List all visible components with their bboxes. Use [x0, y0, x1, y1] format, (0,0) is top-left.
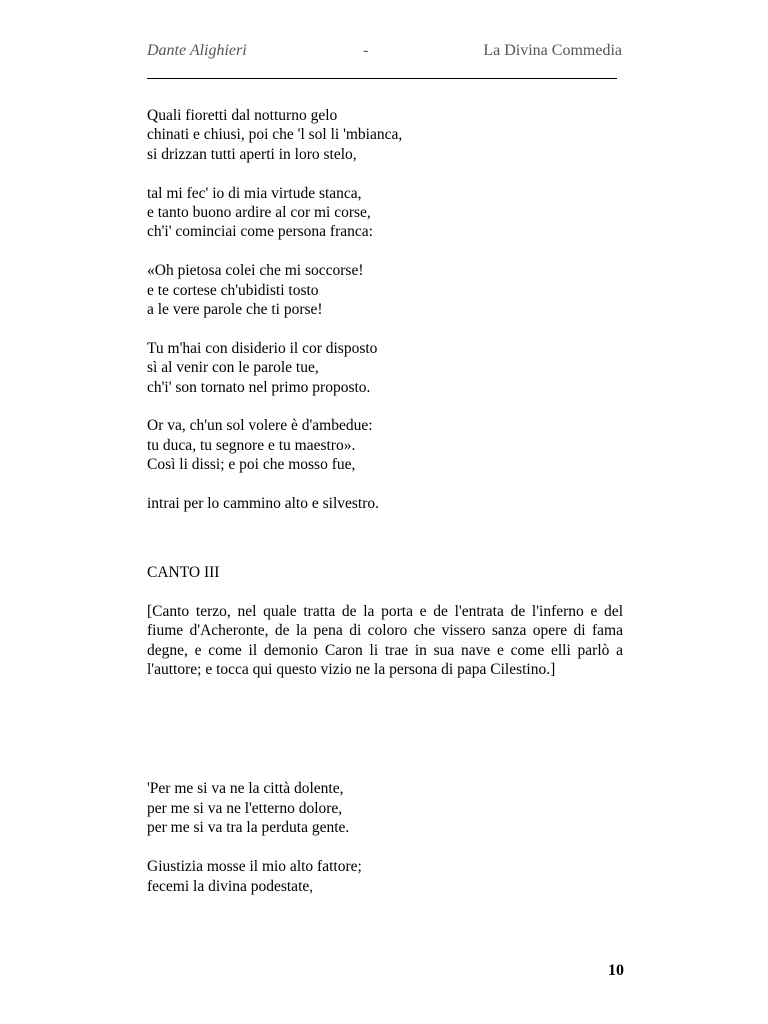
- canto-title: CANTO III: [147, 564, 220, 582]
- stanza: [147, 494, 623, 513]
- spacer: [147, 679, 623, 779]
- canto-rubric: [Canto terzo, nel quale tratta de la porta e de l'entrata de l'inferno e del fiume d'Acheronte, de la pena di coloro che vissero sanza opere di fama degne, e come il demonio Caron li trae in sua nave e come elli parlò a l'auttore; e tocca qui questo vizio ne la persona di papa Cilestino.]: [147, 602, 623, 679]
- verse-line: Così li dissi; e poi che mosso fue,: [147, 456, 356, 474]
- stanza: [147, 261, 623, 319]
- running-header: [147, 42, 622, 64]
- stanza: [147, 184, 623, 242]
- verse-line: ch'i' son tornato nel primo proposto.: [147, 378, 371, 396]
- header-separator: -: [363, 42, 369, 59]
- canto-ii-ending: [147, 106, 623, 513]
- verse-line: e tanto buono ardire al cor mi corse,: [147, 204, 371, 222]
- stanza: [147, 857, 623, 896]
- header-author: Dante Alighieri: [147, 42, 247, 59]
- verse-line: tal mi fec' io di mia virtude stanca,: [147, 184, 362, 202]
- stanza: [147, 779, 623, 837]
- page-content: [147, 106, 623, 915]
- verse-line: «Oh pietosa colei che mi soccorse!: [147, 262, 364, 280]
- verse-line: e te cortese ch'ubidisti tosto: [147, 281, 319, 299]
- verse-line: intrai per lo cammino alto e silvestro.: [147, 495, 380, 513]
- verse-line: per me si va tra la perduta gente.: [147, 819, 350, 837]
- verse-line: Quali fioretti dal notturno gelo: [147, 107, 338, 124]
- page-number: 10: [608, 962, 624, 979]
- verse-line: chinati e chiusi, poi che 'l sol li 'mbianca,: [147, 126, 403, 144]
- verse-line: Giustizia mosse il mio alto fattore;: [147, 858, 362, 876]
- verse-line: per me si va ne l'etterno dolore,: [147, 799, 343, 817]
- verse-line: Tu m'hai con disiderio il cor disposto: [147, 339, 378, 357]
- verse-line: sì al venir con le parole tue,: [147, 359, 319, 377]
- canto-iii-opening: [147, 779, 623, 895]
- verse-line: fecemi la divina podestate,: [147, 877, 314, 895]
- verse-line: 'Per me si va ne la città dolente,: [147, 780, 344, 798]
- stanza: [147, 106, 623, 164]
- verse-line: tu duca, tu segnore e tu maestro».: [147, 436, 356, 454]
- stanza: [147, 416, 623, 474]
- verse-line: ch'i' cominciai come persona franca:: [147, 223, 373, 241]
- stanza: [147, 339, 623, 397]
- verse-line: si drizzan tutti aperti in loro stelo,: [147, 145, 357, 163]
- verse-line: a le vere parole che ti porse!: [147, 301, 323, 319]
- header-rule: [147, 78, 617, 79]
- header-title: La Divina Commedia: [483, 42, 622, 59]
- verse-line: Or va, ch'un sol volere è d'ambedue:: [147, 417, 373, 435]
